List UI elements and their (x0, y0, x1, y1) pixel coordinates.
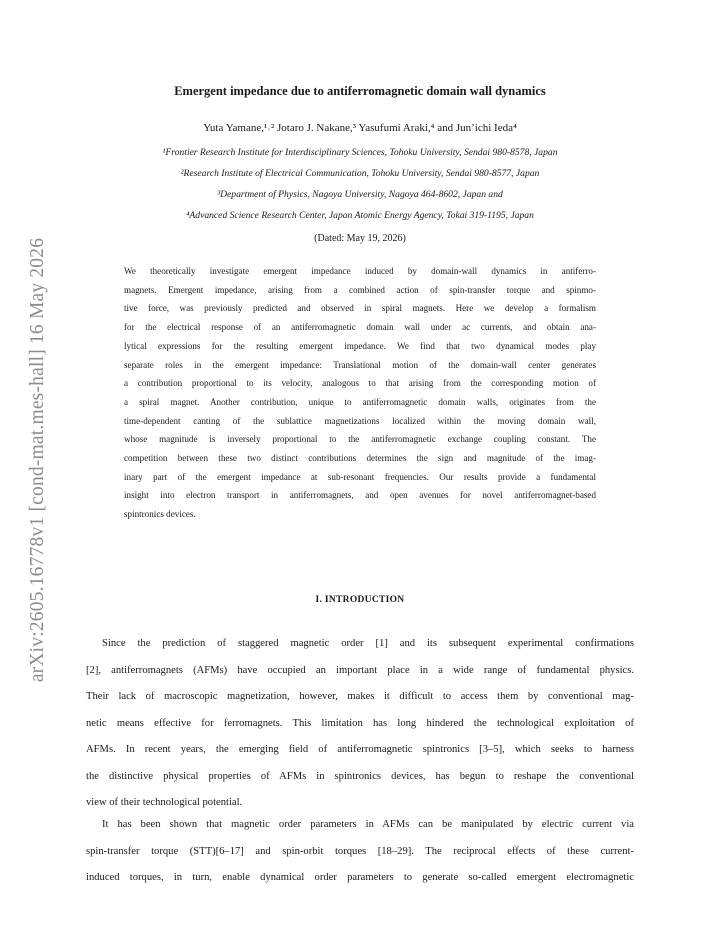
section-heading: I. INTRODUCTION (315, 595, 405, 605)
author-list: Yuta Yamane,¹˒² Jotaro J. Nakane,³ Yasufumi Araki,⁴ and Jun’ichi Ieda⁴ (203, 122, 517, 134)
abstract-line: a contribution proportional to its velocity, analogous to that arising from the corresponding motion of (124, 378, 596, 389)
body-line: the distinctive physical properties of AFMs in spintronics devices, has begun to reshape the conventional (86, 770, 634, 782)
affiliation-3: ³Department of Physics, Nagoya University, Nagoya 464-8602, Japan and (217, 189, 503, 200)
body-line: It has been shown that magnetic order parameters in AFMs can be manipulated by electric current via (102, 819, 634, 830)
abstract-line: for the electrical response of an antiferromagnetic domain wall under ac currents, and obtain ana- (124, 322, 596, 333)
abstract-line: a spiral magnet. Another contribution, unique to antiferromagnetic domain walls, originates from the (124, 396, 596, 407)
body-line: [2], antiferromagnets (AFMs) have occupied an important place in a wide range of fundamental physics. (86, 664, 634, 676)
abstract-line: lytical expressions for the resulting emergent impedance. We find that two dynamical modes play (124, 340, 596, 351)
affiliation-1: ¹Frontier Research Institute for Interdisciplinary Sciences, Tohoku University, Sendai 980-8578, Japan (162, 147, 558, 158)
abstract (124, 262, 596, 524)
arxiv-stamp-text: arXiv:2605.16778v1 [cond-mat.mes-hall] 16 May 2026 (27, 237, 48, 683)
abstract-line: separate roles in the emergent impedance: Translational motion of the domain-wall center generates (124, 359, 596, 370)
abstract-line: time-dependent canting of the sublattice magnetizations localized within the moving domain wall, (124, 415, 596, 426)
body-line: netic means effective for ferromagnets. This limitation has long hindered the technological exploitation of (86, 717, 634, 729)
affiliation-4: ⁴Advanced Science Research Center, Japan Atomic Energy Agency, Tokai 319-1195, Japan (186, 210, 534, 221)
body-line: spin-transfer torque (STT)[6–17] and spin-orbit torques [18–29]. The reciprocal effects of these current- (86, 845, 634, 857)
abstract-line: inary part of the emergent impedance at sub-resonant frequencies. Our results provide a fundamental (124, 471, 596, 482)
paper-title: Emergent impedance due to antiferromagnetic domain wall dynamics (174, 84, 546, 98)
abstract-line: tive force, was previously predicted and observed in spiral magnets. Here we develop a formalism (124, 303, 596, 314)
abstract-line: insight into electron transport in antiferromagnets, and open avenues for novel antiferromagnet-based (124, 490, 596, 501)
abstract-line: whose magnitude is inversely proportional to the antiferromagnetic exchange coupling constant. The (124, 434, 596, 445)
intro-paragraph-2 (86, 812, 634, 892)
abstract-line: We theoretically investigate emergent impedance induced by domain-wall dynamics in antiferro- (124, 266, 596, 276)
abstract-line: competition between these two distinct contributions determines the sign and magnitude of the imag- (124, 453, 596, 464)
body-line: AFMs. In recent years, the emerging field of antiferromagnetic spintronics [3–5], which seeks to harness (86, 744, 634, 755)
affiliation-2: ²Research Institute of Electrical Communication, Tohoku University, Sendai 980-8577, Japan (180, 168, 540, 179)
abstract-line: spintronics devices. (124, 509, 196, 520)
abstract-line: magnets. Emergent impedance, arising from a combined action of spin-transfer torque and spinmo- (124, 284, 596, 295)
date-line: (Dated: May 19, 2026) (314, 233, 406, 244)
body-line: Their lack of macroscopic magnetization, however, makes it difficult to access them by conventional mag- (86, 691, 634, 702)
body-line: induced torques, in turn, enable dynamical order parameters to generate so-called emergent electromagnetic (86, 872, 634, 883)
body-line: Since the prediction of staggered magnetic order [1] and its subsequent experimental confirmations (102, 638, 634, 649)
body-line: view of their technological potential. (86, 797, 243, 808)
intro-paragraph-1 (86, 631, 634, 817)
